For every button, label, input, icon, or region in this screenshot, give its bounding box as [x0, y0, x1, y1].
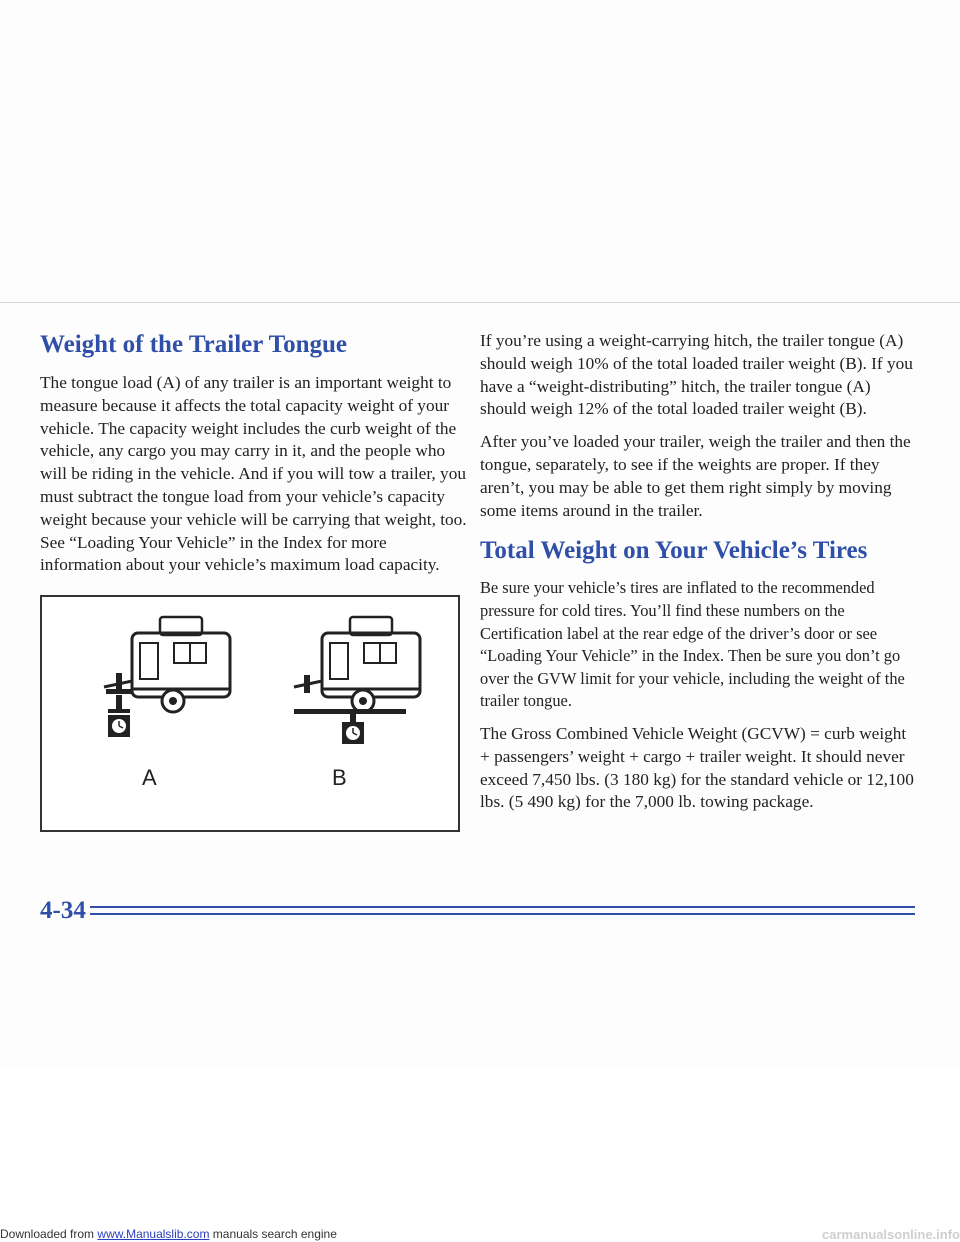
left-column — [40, 330, 470, 577]
trailer-b-drawing — [294, 617, 420, 744]
trailer-scale-figure — [40, 595, 460, 832]
figure-label-b: B — [332, 765, 347, 790]
trailer-illustration — [42, 597, 458, 830]
section-heading-tongue-weight: Weight of the Trailer Tongue — [40, 331, 347, 358]
weigh-trailer-paragraph: After you’ve loaded your trailer, weigh the trailer and then the tongue, separately, to see if the weights are proper. If they aren’t, you may be able to get them right simply by moving some items around in the trailer. — [480, 432, 911, 520]
manualslib-link[interactable]: www.Manualslib.com — [97, 1227, 210, 1241]
section-heading-total-weight: Total Weight on Your Vehicle’s Tires — [480, 537, 868, 565]
right-column — [480, 330, 920, 814]
page-top-edge — [0, 302, 960, 303]
figure-label-a: A — [142, 765, 157, 790]
download-footer — [0, 1227, 960, 1242]
watermark: carmanualsonline.info — [822, 1227, 960, 1242]
footer-suffix: manuals search engine — [212, 1227, 337, 1241]
footer-rule-bottom — [90, 913, 915, 915]
hitch-weight-paragraph: If you’re using a weight-carrying hitch, the trailer tongue (A) should weigh 10% of the total loaded trailer weight (B). If you have a “weight-distributing” hitch, the trailer tongue (A) should weigh 12% of the total loaded trailer weight (B). — [480, 331, 913, 419]
footer-rule-top — [90, 906, 915, 908]
footer-prefix: Downloaded from — [0, 1227, 95, 1241]
trailer-a-drawing — [104, 617, 230, 737]
tire-pressure-paragraph: Be sure your vehicle’s tires are inflated to the recommended pressure for cold tires. You’ll find these numbers on the Certification label at the rear edge of the driver’s door or see “Loading Your Vehicle” in the Index. Then be sure you don’t go over the GVW limit for your vehicle, including the weight of the trailer tongue. — [480, 578, 905, 711]
page-number: 4-34 — [40, 897, 86, 924]
tongue-weight-paragraph: The tongue load (A) of any trailer is an important weight to measure because it affects the total capacity weight of your vehicle. The capacity weight includes the curb weight of the vehicle, any cargo you may carry in it, and the people who will be riding in the vehicle. And if you will tow a trailer, you must subtract the tongue load from your vehicle’s capacity weight because your vehicle will be carrying that weight, too. See “Loading Your Vehicle” in the Index for more information about your vehicle’s maximum load capacity. — [40, 373, 467, 575]
gcvw-paragraph: The Gross Combined Vehicle Weight (GCVW) = curb weight + passengers’ weight + cargo + trailer weight. It should never exceed 7,450 lbs. (3 180 kg) for the standard vehicle or 12,100 lbs. (5 490 kg) for the 7,000 lb. towing package. — [480, 723, 914, 812]
